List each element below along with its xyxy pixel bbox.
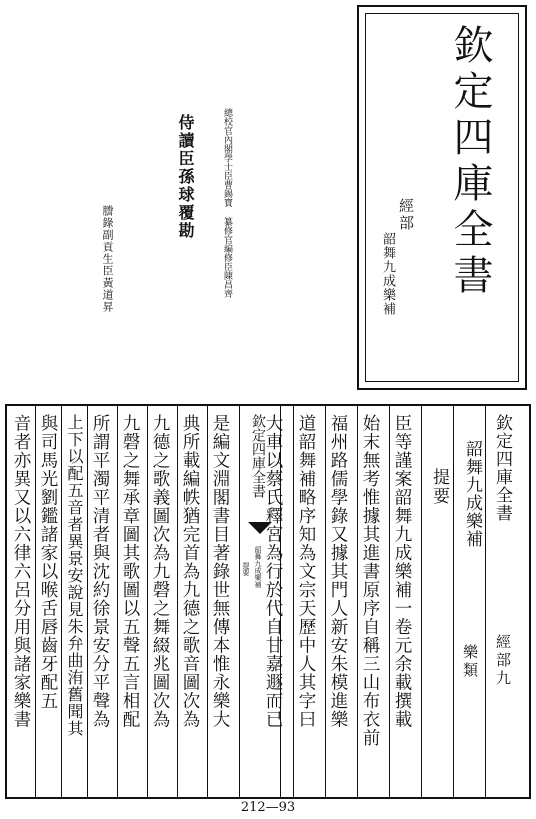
column-rule bbox=[147, 406, 148, 797]
tiyao-label: 提要 bbox=[429, 468, 449, 506]
text-column: 九磬之舞承章圖其歌圖以五聲五言相配 bbox=[120, 414, 140, 729]
column-rule bbox=[61, 406, 62, 797]
text-column: 大車以蔡氏釋宮為行於代自甘嘉遯而已 bbox=[263, 414, 283, 729]
text-column: 上下以配五音者異景安說見朱弁曲洧舊聞其 bbox=[65, 414, 84, 737]
column-rule bbox=[177, 406, 178, 797]
proofreader-credit: 侍讀臣孫球覆勘 bbox=[176, 114, 195, 240]
column-rule bbox=[485, 406, 486, 797]
page-header-title: 欽定四庫全書 bbox=[492, 414, 512, 522]
column-rule bbox=[117, 406, 118, 797]
collection-title: 欽定四庫全書 bbox=[447, 24, 493, 300]
text-column: 與司馬光劉鑑諸家以喉舌唇齒牙配五 bbox=[38, 414, 58, 710]
column-rule bbox=[87, 406, 88, 797]
text-book-title: 韶舞九成樂補 bbox=[462, 440, 482, 548]
fishtail-tiyao: 提要 bbox=[242, 562, 250, 576]
column-rule bbox=[389, 406, 390, 797]
column-rule bbox=[421, 406, 422, 797]
section-label: 經部 bbox=[397, 198, 415, 232]
fishtail-title: 欽定四庫全書 bbox=[250, 414, 266, 498]
text-column: 臣等謹案韶舞九成樂補一卷元余載撰載 bbox=[392, 414, 412, 729]
copyist-credit: 謄錄副貢生臣黃道昇 bbox=[101, 205, 114, 313]
text-column: 道韶舞補略序知為文宗天歷中人其字曰 bbox=[296, 414, 316, 729]
column-rule bbox=[35, 406, 36, 797]
fishtail-mark bbox=[248, 522, 272, 534]
page-header-section: 經部九 bbox=[494, 634, 512, 688]
title-cartouche bbox=[357, 5, 527, 390]
text-column: 九德之歌義圖次為九磬之舞綴兆圖次為 bbox=[150, 414, 170, 729]
text-column: 始末無考惟據其進書原序自稱三山布衣前 bbox=[360, 414, 380, 747]
column-rule bbox=[325, 406, 326, 797]
column-rule bbox=[453, 406, 454, 797]
fishtail-center-column bbox=[239, 406, 281, 797]
column-rule bbox=[357, 406, 358, 797]
column-rule bbox=[207, 406, 208, 797]
column-rule bbox=[293, 406, 294, 797]
text-column: 是編文淵閣書目著錄世無傳本惟永樂大 bbox=[210, 414, 230, 729]
page-number: 212—93 bbox=[240, 800, 296, 815]
text-column: 所謂平濁平清者與沈約徐景安分平聲為 bbox=[90, 414, 110, 729]
text-column: 典所載編帙猶完首為九德之歌音圖次為 bbox=[180, 414, 200, 729]
text-category: 樂類 bbox=[461, 644, 479, 680]
editors-credit: 總校官內閣學士臣曹錫寶 纂修官編修臣陳昌齊 bbox=[222, 108, 232, 298]
text-column: 音者亦異又以六律六呂分用與諸家樂書 bbox=[11, 414, 31, 729]
title-cartouche-inner-border bbox=[365, 13, 519, 382]
fishtail-subtitle: 韶舞九成樂補 bbox=[254, 546, 262, 588]
text-page-frame bbox=[5, 404, 531, 799]
book-title: 韶舞九成樂補 bbox=[380, 232, 395, 316]
text-column: 福州路儒學錄又據其門人新安朱模進樂 bbox=[328, 414, 348, 729]
